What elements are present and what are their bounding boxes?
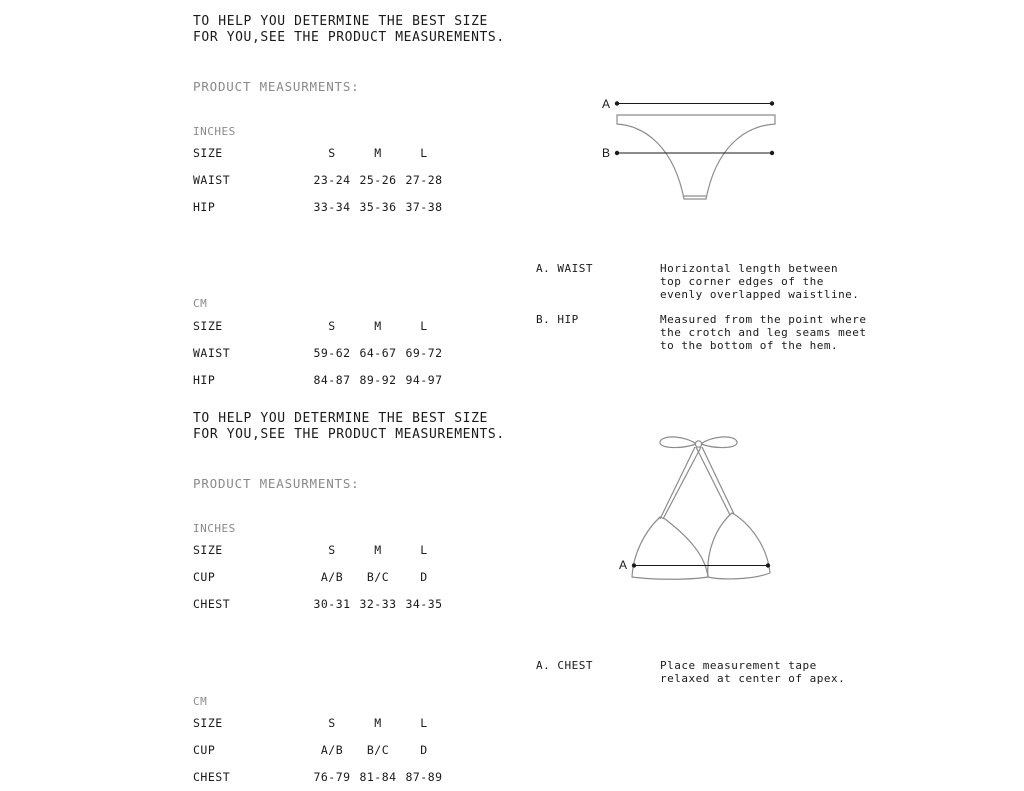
row-label: HIP: [193, 200, 216, 214]
point-a-label: A: [619, 558, 628, 572]
size-m-header: M: [374, 146, 382, 160]
value-m: B/C: [366, 743, 390, 757]
size-s-header: S: [328, 319, 336, 333]
table-header-row: [193, 543, 453, 557]
size-l-header: L: [420, 146, 428, 160]
size-l-header: L: [420, 543, 428, 557]
value-l: 27-28: [405, 173, 443, 187]
top-inches-unit-label: INCHES: [193, 522, 236, 535]
value-s: 23-24: [313, 173, 351, 187]
bottoms-section-heading: PRODUCT MEASURMENTS:: [193, 79, 360, 94]
value-s: 84-87: [313, 373, 351, 387]
table-header-row: [193, 716, 453, 730]
value-m: 64-67: [359, 346, 397, 360]
value-s: 59-62: [313, 346, 351, 360]
bikini-bottom-diagram: [596, 92, 786, 204]
definition-hip-key: B. HIP: [536, 313, 579, 326]
row-label: CHEST: [193, 597, 231, 611]
table-row-waist: [193, 346, 453, 360]
size-m-header: M: [374, 543, 382, 557]
value-s: 33-34: [313, 200, 351, 214]
top-cm-unit-label: CM: [193, 695, 208, 708]
value-l: 37-38: [405, 200, 443, 214]
value-m: 81-84: [359, 770, 397, 784]
size-l-header: L: [420, 716, 428, 730]
row-label: HIP: [193, 373, 216, 387]
row-label: CHEST: [193, 770, 231, 784]
row-label: CUP: [193, 570, 216, 584]
table-row-waist: [193, 173, 453, 187]
bikini-bottom-outline: [617, 115, 775, 199]
size-header-label: SIZE: [193, 319, 223, 333]
top-intro-text: TO HELP YOU DETERMINE THE BEST SIZE FOR YOU,SEE THE PRODUCT MEASUREMENTS.: [193, 411, 505, 442]
size-s-header: S: [328, 146, 336, 160]
value-l: D: [420, 743, 428, 757]
value-s: 30-31: [313, 597, 351, 611]
size-m-header: M: [374, 716, 382, 730]
value-m: 25-26: [359, 173, 397, 187]
table-header-row: [193, 319, 453, 333]
table-header-row: [193, 146, 453, 160]
bikini-top-diagram: [616, 432, 782, 584]
value-l: D: [420, 570, 428, 584]
hip-measure-dot-right: [770, 151, 774, 155]
value-l: 87-89: [405, 770, 443, 784]
value-m: 35-36: [359, 200, 397, 214]
row-label: WAIST: [193, 173, 231, 187]
table-row-hip: [193, 200, 453, 214]
value-l: 34-35: [405, 597, 443, 611]
definition-chest-key: A. CHEST: [536, 659, 593, 672]
size-header-label: SIZE: [193, 146, 223, 160]
value-m: 89-92: [359, 373, 397, 387]
row-label: WAIST: [193, 346, 231, 360]
bottoms-inches-unit-label: INCHES: [193, 125, 236, 138]
point-a-label: A: [602, 97, 611, 111]
bikini-top-outline: [632, 437, 770, 579]
value-m: B/C: [366, 570, 390, 584]
value-m: 32-33: [359, 597, 397, 611]
definition-hip-text: Measured from the point where the crotch and leg seams meet to the bottom of the hem.: [660, 313, 867, 352]
value-s: A/B: [320, 570, 344, 584]
definition-chest-text: Place measurement tape relaxed at center of apex.: [660, 659, 846, 685]
definition-waist-key: A. WAIST: [536, 262, 593, 275]
size-header-label: SIZE: [193, 543, 223, 557]
value-s: 76-79: [313, 770, 351, 784]
size-l-header: L: [420, 319, 428, 333]
chest-measure-dot-right: [766, 563, 770, 567]
waist-measure-dot-left: [615, 101, 619, 105]
hip-measure-dot-left: [615, 151, 619, 155]
point-b-label: B: [602, 146, 611, 160]
size-m-header: M: [374, 319, 382, 333]
size-header-label: SIZE: [193, 716, 223, 730]
waist-measure-dot-right: [770, 101, 774, 105]
row-label: CUP: [193, 743, 216, 757]
table-row-cup: [193, 743, 453, 757]
table-row-cup: [193, 570, 453, 584]
top-section-heading: PRODUCT MEASURMENTS:: [193, 476, 360, 491]
definition-waist-text: Horizontal length between top corner edges of the evenly overlapped waistline.: [660, 262, 860, 301]
bottoms-intro-text: TO HELP YOU DETERMINE THE BEST SIZE FOR YOU,SEE THE PRODUCT MEASUREMENTS.: [193, 14, 505, 45]
value-l: 94-97: [405, 373, 443, 387]
bottoms-cm-unit-label: CM: [193, 297, 208, 310]
size-s-header: S: [328, 716, 336, 730]
table-row-hip: [193, 373, 453, 387]
value-s: A/B: [320, 743, 344, 757]
table-row-chest: [193, 597, 453, 611]
value-l: 69-72: [405, 346, 443, 360]
table-row-chest: [193, 770, 453, 784]
size-s-header: S: [328, 543, 336, 557]
chest-measure-dot-left: [632, 563, 636, 567]
